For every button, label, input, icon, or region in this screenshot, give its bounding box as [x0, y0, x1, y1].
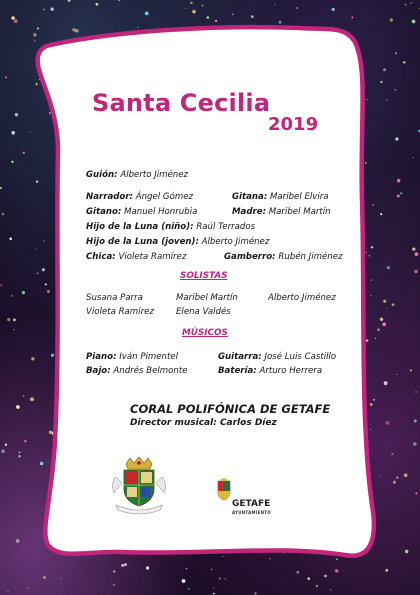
event-title: Santa Cecilia — [92, 89, 271, 117]
credit-hijo-joven: Hijo de la Luna (joven): Alberto Jiménez — [86, 237, 270, 247]
credit-guion: Guión: Alberto Jiménez — [86, 170, 189, 180]
musico-bajo: Bajo: Andrés Belmonte — [86, 366, 188, 376]
musicos-heading: MÚSICOS — [182, 328, 228, 338]
solista-item: Susana Parra — [86, 293, 143, 303]
coral-polifonica-seal-icon — [110, 455, 168, 517]
solista-item: Elena Valdés — [176, 307, 231, 317]
credit-madre: Madre: Maribel Martín — [232, 207, 331, 217]
credit-gamberro: Gamberro: Rubén Jiménez — [224, 252, 343, 262]
credit-gitana: Gitana: Maribel Elvira — [232, 192, 329, 202]
event-year: 2019 — [268, 114, 319, 135]
getafe-name: GETAFE — [232, 499, 271, 509]
credit-narrador: Narrador: Ángel Gómez — [86, 192, 194, 202]
getafe-subtitle: AYUNTAMIENTO — [232, 510, 271, 515]
solista-item: Violeta Ramírez — [86, 307, 154, 317]
solistas-heading: SOLISTAS — [180, 271, 228, 281]
musico-guitarra: Guitarra: José Luis Castillo — [218, 352, 337, 362]
solista-item: Alberto Jiménez — [268, 293, 336, 303]
credit-chica: Chica: Violeta Ramírez — [86, 252, 187, 262]
musico-bateria: Batería: Arturo Herrera — [218, 366, 323, 376]
musical-director: Director musical: Carlos Díez — [130, 418, 277, 428]
solista-item: Maribel Martín — [176, 293, 238, 303]
choir-name: CORAL POLIFÓNICA DE GETAFE — [130, 402, 331, 416]
credit-gitano: Gitano: Manuel Honrubia — [86, 207, 198, 217]
musico-piano: Piano: Iván Pimentel — [86, 352, 179, 362]
credit-hijo-nino: Hijo de la Luna (niño): Raúl Terrados — [86, 222, 256, 232]
